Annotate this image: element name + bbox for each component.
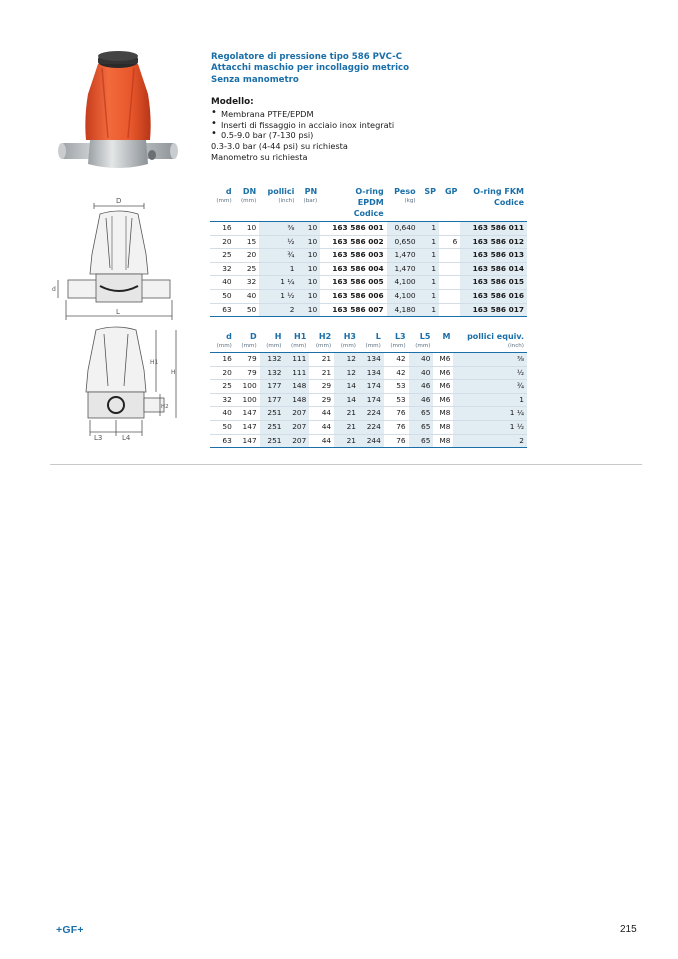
table-cell: 163 586 011 [460, 222, 527, 236]
table-row [210, 249, 527, 263]
technical-drawing-side [50, 324, 188, 444]
table-cell: 32 [210, 262, 235, 276]
col-header: M [433, 331, 453, 353]
table-cell: 207 [284, 407, 309, 421]
table-cell: 251 [260, 407, 285, 421]
table-cell: 147 [235, 420, 260, 434]
table-cell: 4,100 [387, 276, 419, 290]
table-cell: 6 [439, 235, 460, 249]
table-cell: M6 [433, 353, 453, 367]
table-cell: 251 [260, 420, 285, 434]
table-cell: 111 [284, 353, 309, 367]
table-cell: 4,180 [387, 303, 419, 317]
page-number: 215 [620, 924, 637, 935]
table-cell: M6 [433, 380, 453, 394]
table-cell: 163 586 004 [320, 262, 387, 276]
table-cell: ⅜ [259, 222, 297, 236]
product-title: Regolatore di pressione tipo 586 PVC-C [211, 52, 403, 62]
table-cell: 15 [235, 235, 260, 249]
table-cell: 207 [284, 434, 309, 448]
col-header-oring-fkm: O-ring FKM Codice [460, 186, 527, 222]
table-cell: 111 [284, 366, 309, 380]
col-header: L5 (mm) [409, 331, 434, 353]
table-cell: 2 [259, 303, 297, 317]
col-header-oring-epdm: O-ring EPDM Codice [320, 186, 387, 222]
ordering-table [210, 186, 527, 317]
table-cell [439, 289, 460, 303]
note-line: Manometro su richiesta [211, 151, 308, 162]
table-cell: 1 [419, 249, 439, 263]
col-header: D (mm) [235, 331, 260, 353]
table-cell: 44 [309, 434, 334, 448]
table-cell: 12 [334, 353, 359, 367]
col-header-d: d (mm) [210, 186, 235, 222]
table-cell: 10 [297, 303, 320, 317]
table-cell: 163 586 017 [460, 303, 527, 317]
table-cell: 16 [210, 353, 235, 367]
table-row [210, 235, 527, 249]
table-cell: ½ [453, 366, 527, 380]
table-row [210, 276, 527, 290]
table-cell: 251 [260, 434, 285, 448]
table-cell: 174 [359, 380, 384, 394]
col-header: H1 (mm) [284, 331, 309, 353]
table-cell: 148 [284, 380, 309, 394]
product-header [211, 52, 541, 163]
dim-label-D: D [116, 197, 122, 205]
table-cell: 14 [334, 380, 359, 394]
table-cell: 224 [359, 407, 384, 421]
table-cell: 20 [235, 249, 260, 263]
table-cell: 134 [359, 366, 384, 380]
table-row [210, 289, 527, 303]
table-cell [439, 303, 460, 317]
table-cell: 100 [235, 393, 260, 407]
col-header: L3 (mm) [384, 331, 409, 353]
table-cell: 76 [384, 420, 409, 434]
table-cell: 40 [210, 276, 235, 290]
table-row [210, 222, 527, 236]
product-photo [52, 48, 184, 178]
col-header-pn: PN (bar) [297, 186, 320, 222]
table-cell: 20 [210, 235, 235, 249]
table-cell: 1 ½ [453, 420, 527, 434]
table-cell: 0,640 [387, 222, 419, 236]
table-cell: 1 [419, 276, 439, 290]
table-cell: 32 [235, 276, 260, 290]
table-cell: 10 [297, 262, 320, 276]
table-cell [439, 222, 460, 236]
table-cell: 20 [210, 366, 235, 380]
section-divider [50, 464, 642, 465]
table-cell: 79 [235, 353, 260, 367]
table-cell: 1 ¼ [259, 276, 297, 290]
table-cell: 10 [297, 235, 320, 249]
table-cell: 63 [210, 434, 235, 448]
table-cell: 163 586 003 [320, 249, 387, 263]
table-cell: 132 [260, 353, 285, 367]
table-cell: 177 [260, 380, 285, 394]
table-cell: 163 586 001 [320, 222, 387, 236]
table-cell: 44 [309, 420, 334, 434]
table-row [210, 420, 527, 434]
col-header: H2 (mm) [309, 331, 334, 353]
table-cell: 174 [359, 393, 384, 407]
table-cell: M6 [433, 366, 453, 380]
table-cell: 224 [359, 420, 384, 434]
table-cell: 148 [284, 393, 309, 407]
table-cell: M8 [433, 407, 453, 421]
model-heading: Modello: [211, 97, 254, 108]
col-header-sp: SP [419, 186, 439, 222]
table-cell: 1 ¼ [453, 407, 527, 421]
table-cell: 29 [309, 380, 334, 394]
table-cell: 12 [334, 366, 359, 380]
table-cell: 147 [235, 407, 260, 421]
table-cell: 177 [260, 393, 285, 407]
table-cell: 10 [235, 222, 260, 236]
table-row [210, 434, 527, 448]
table-cell: 76 [384, 434, 409, 448]
table-row [210, 380, 527, 394]
dim-label-d: d [52, 286, 56, 293]
table-row [210, 366, 527, 380]
table-cell: ½ [259, 235, 297, 249]
table-row [210, 407, 527, 421]
table-cell: 65 [409, 420, 434, 434]
table-cell [439, 249, 460, 263]
table-cell: 40 [235, 289, 260, 303]
product-variant: Senza manometro [211, 74, 299, 85]
feature-item: • Membrana PTFE/EPDM [211, 109, 541, 120]
table-cell: 10 [297, 289, 320, 303]
table-cell: 0,650 [387, 235, 419, 249]
table-cell: 244 [359, 434, 384, 448]
feature-item: • Inserti di fissaggio in acciaio inox integrati [211, 120, 541, 131]
table-cell: 25 [235, 262, 260, 276]
note-line: 0.3-3.0 bar (4-44 psi) su richiesta [211, 141, 348, 151]
table-cell: 25 [210, 380, 235, 394]
table-cell: 21 [334, 407, 359, 421]
table-cell: 50 [210, 289, 235, 303]
table-cell: 163 586 014 [460, 262, 527, 276]
table-cell: 1 [453, 393, 527, 407]
table-cell [439, 262, 460, 276]
table-cell: 1 [419, 262, 439, 276]
table-cell: 50 [235, 303, 260, 317]
col-header: H3 (mm) [334, 331, 359, 353]
dim-label-L3: L3 [94, 434, 103, 442]
table-cell: 4,100 [387, 289, 419, 303]
col-header: L (mm) [359, 331, 384, 353]
table-cell: 14 [334, 393, 359, 407]
table-cell [439, 276, 460, 290]
table-cell: 25 [210, 249, 235, 263]
table-cell: 46 [409, 380, 434, 394]
table-cell: 1 [419, 235, 439, 249]
table-cell: 1 [419, 222, 439, 236]
table-cell: 163 586 002 [320, 235, 387, 249]
feature-item: • 0.5-9.0 bar (7-130 psi) [211, 130, 541, 141]
col-header-gp: GP [439, 186, 460, 222]
table-cell: 44 [309, 407, 334, 421]
table-cell: 163 586 005 [320, 276, 387, 290]
table-cell: 10 [297, 276, 320, 290]
product-subtitle: Attacchi maschio per incollaggio metrico [211, 63, 410, 74]
table-row [210, 393, 527, 407]
table-cell: 1 [259, 262, 297, 276]
col-header-dn: DN (mm) [235, 186, 260, 222]
table-cell: 53 [384, 393, 409, 407]
brand-logo: +GF+ [56, 924, 84, 936]
table-cell: 40 [210, 407, 235, 421]
table-cell: 163 586 016 [460, 289, 527, 303]
table-cell: 132 [260, 366, 285, 380]
table-cell: 21 [334, 420, 359, 434]
table-cell: 207 [284, 420, 309, 434]
table-cell: 1,470 [387, 249, 419, 263]
table-cell: 21 [309, 366, 334, 380]
col-header: pollici equiv. (inch) [453, 331, 527, 353]
table-cell: M8 [433, 420, 453, 434]
table-cell: 40 [409, 353, 434, 367]
table-cell: 163 586 007 [320, 303, 387, 317]
table-cell: 1 [419, 289, 439, 303]
table-cell: 42 [384, 353, 409, 367]
table-cell: 21 [309, 353, 334, 367]
table-cell: 1,470 [387, 262, 419, 276]
table-cell: 53 [384, 380, 409, 394]
table-cell: 63 [210, 303, 235, 317]
table-cell: 42 [384, 366, 409, 380]
table-cell: 16 [210, 222, 235, 236]
table-cell: 134 [359, 353, 384, 367]
table-cell: 46 [409, 393, 434, 407]
table-cell: M8 [433, 434, 453, 448]
technical-drawing-front [50, 194, 188, 326]
table-cell: 10 [297, 249, 320, 263]
table-cell: ¾ [453, 380, 527, 394]
table-cell: 100 [235, 380, 260, 394]
table-cell: M6 [433, 393, 453, 407]
table-cell: 163 586 013 [460, 249, 527, 263]
table-cell: 163 586 015 [460, 276, 527, 290]
table-row [210, 262, 527, 276]
dim-label-H1: H1 [150, 359, 159, 366]
table-cell: 21 [334, 434, 359, 448]
col-header-pollici: pollici (inch) [259, 186, 297, 222]
table-cell: 1 [419, 303, 439, 317]
table-cell: 50 [210, 420, 235, 434]
col-header: H (mm) [260, 331, 285, 353]
table-cell: 65 [409, 407, 434, 421]
table-cell: 1 ½ [259, 289, 297, 303]
table-cell: 10 [297, 222, 320, 236]
col-header-peso: Peso (kg) [387, 186, 419, 222]
table-cell: 2 [453, 434, 527, 448]
dim-label-H2: H2 [161, 404, 169, 410]
table-cell: 163 586 012 [460, 235, 527, 249]
table-cell: 40 [409, 366, 434, 380]
table-row [210, 353, 527, 367]
col-header: d (mm) [210, 331, 235, 353]
model-features [211, 109, 541, 141]
table-cell: ⅜ [453, 353, 527, 367]
table-cell: 147 [235, 434, 260, 448]
dim-label-L: L [116, 308, 120, 316]
table-cell: 65 [409, 434, 434, 448]
dimensions-table [210, 331, 527, 448]
table-row [210, 303, 527, 317]
table-cell: 76 [384, 407, 409, 421]
table-cell: 163 586 006 [320, 289, 387, 303]
dim-label-H: H [171, 369, 176, 376]
table-cell: ¾ [259, 249, 297, 263]
table-cell: 79 [235, 366, 260, 380]
table-cell: 32 [210, 393, 235, 407]
dim-label-L4: L4 [122, 434, 131, 442]
table-cell: 29 [309, 393, 334, 407]
